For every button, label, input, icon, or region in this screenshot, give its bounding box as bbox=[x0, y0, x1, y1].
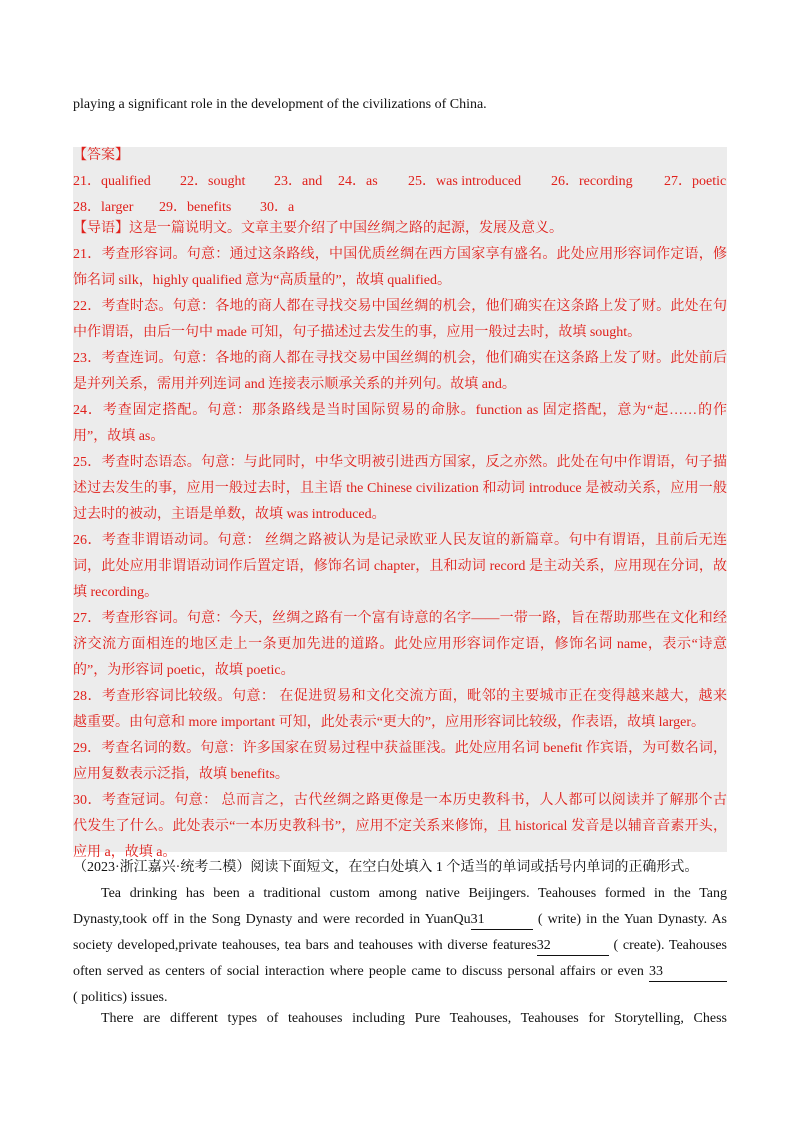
explanation-29-line-1: 29．考查名词的数。句意：许多国家在贸易过程中获益匪浅。此处应用名词 benefit 作宾语，为可数名词， bbox=[73, 741, 727, 756]
explanation-28 bbox=[73, 684, 727, 736]
explanation-27-line-3: 的”，为形容词 poetic，故填 poetic。 bbox=[73, 663, 295, 678]
passage-line-3 bbox=[73, 933, 727, 959]
explanation-21-line-1: 21．考查形容词。句意：通过这条路线，中国优质丝绸在西方国家享有盛名。此处应用形容词作定语，修 bbox=[73, 247, 727, 262]
explanation-28-line-1: 28．考查形容词比较级。句意： 在促进贸易和文化交流方面，毗邻的主要城市正在变得越来越大，越来 bbox=[73, 689, 727, 704]
blank-32: 32 bbox=[537, 937, 609, 956]
explanation-29-line-2: 应用复数表示泛指，故填 benefits。 bbox=[73, 767, 289, 782]
explanation-26 bbox=[73, 528, 727, 606]
passage-line-6: There are different types of teahouses including Pure Teahouses, Teahouses for Storytelling, Chess bbox=[101, 1011, 727, 1026]
explanation-29 bbox=[73, 736, 727, 788]
answer-30: 30．a bbox=[260, 200, 295, 215]
passage-line-4-start: often served as centers of social interaction where people came to discuss personal affairs or even bbox=[73, 964, 644, 979]
answer-23: 23．and bbox=[274, 174, 323, 189]
explanation-23 bbox=[73, 346, 727, 398]
explanation-23-line-1: 23．考查连词。句意：各地的商人都在寻找交易中国丝绸的机会，他们确实在这条路上发了财。此处前后 bbox=[73, 351, 727, 366]
explanation-30-line-2: 代发生了什么。此处表示“一本历史教科书”，应用不定关系来修饰，且 historical 发音是以辅音音素开头， bbox=[73, 819, 727, 834]
explanation-23-line-2: 是并列关系，需用并列连词 and 连接表示顺承关系的并列句。故填 and。 bbox=[73, 377, 516, 392]
answer-header: 【答案】 bbox=[73, 148, 129, 163]
explanation-30-line-3: 应用 a，故填 a。 bbox=[73, 845, 177, 860]
explanation-22-line-1: 22．考查时态。句意：各地的商人都在寻找交易中国丝绸的机会，他们确实在这条路上发了财。此处在句 bbox=[73, 299, 727, 314]
answer-21: 21．qualified bbox=[73, 174, 151, 189]
explanation-25-line-1: 25．考查时态语态。句意：与此同时，中华文明被引进西方国家，反之亦然。此处在句中作谓语，句子描 bbox=[73, 455, 727, 470]
answer-29: 29．benefits bbox=[159, 200, 232, 215]
explanation-26-line-3: 填 recording。 bbox=[73, 585, 159, 600]
answer-25: 25．was introduced bbox=[408, 174, 522, 189]
passage-line-2-start: Dynasty,took off in the Song Dynasty and were recorded in YuanQu bbox=[73, 912, 471, 927]
guide-line: 【导语】这是一篇说明文。文章主要介绍了中国丝绸之路的起源，发展及意义。 bbox=[73, 221, 563, 236]
passage-line-5: ( politics) issues. bbox=[73, 990, 168, 1005]
explanation-22 bbox=[73, 294, 727, 346]
explanation-27-line-1: 27．考查形容词。句意：今天，丝绸之路有一个富有诗意的名字——一带一路，旨在帮助那些在文化和经 bbox=[73, 611, 727, 626]
passage-paragraph-1 bbox=[73, 881, 727, 1011]
passage-line-3-start: society developed,private teahouses, tea bars and teahouses with diverse features bbox=[73, 938, 537, 953]
explanation-30-line-1: 30．考查冠词。句意： 总而言之，古代丝绸之路更像是一本历史教科书，人人都可以阅读并了解那个古 bbox=[73, 793, 727, 808]
passage-line-2-end: ( write) in the Yuan Dynasty. As bbox=[537, 912, 728, 927]
explanation-26-line-1: 26．考查非谓语动词。句意： 丝绸之路被认为是记录欧亚人民友谊的新篇章。句中有谓语，且前后无连 bbox=[73, 533, 727, 548]
answer-24: 24．as bbox=[338, 174, 378, 189]
source-line: （2023·浙江嘉兴·统考二模）阅读下面短文，在空白处填入 1 个适当的单词或括号内单词的正确形式。 bbox=[73, 860, 699, 875]
explanation-22-line-2: 中作谓语，由后一句中 made 可知，句子描述过去发生的事，应用一般过去时，故填 sought。 bbox=[73, 325, 642, 340]
passage-line-3-end: ( create). Teahouses bbox=[613, 938, 728, 953]
blank-33: 33 bbox=[649, 963, 727, 982]
explanation-25 bbox=[73, 450, 727, 528]
intro-line: playing a significant role in the development of the civilizations of China. bbox=[73, 97, 487, 112]
passage-paragraph-2 bbox=[73, 1006, 727, 1032]
explanation-26-line-2: 词，此处应用非谓语动词作后置定语，修饰名词 chapter，且和动词 record 是主动关系，应用现在分词，故 bbox=[73, 559, 727, 574]
explanation-27 bbox=[73, 606, 727, 684]
answer-26: 26．recording bbox=[551, 174, 633, 189]
explanation-24-line-1: 24．考查固定搭配。句意：那条路线是当时国际贸易的命脉。function as 固定搭配，意为“起……的作 bbox=[73, 403, 727, 418]
passage-line-2 bbox=[73, 907, 727, 933]
passage-line-1: Tea drinking has been a traditional custom among native Beijingers. Teahouses formed in the Tang bbox=[101, 886, 727, 901]
explanation-21-line-2: 饰名词 silk，highly qualified 意为“高质量的”，故填 qualified。 bbox=[73, 273, 451, 288]
explanation-27-line-2: 济交流方面相连的地区走上一条更加先进的道路。此处应用形容词作定语，修饰名词 name，表示“诗意 bbox=[73, 637, 727, 652]
answer-22: 22．sought bbox=[180, 174, 246, 189]
explanation-25-line-2: 述过去发生的事，应用一般过去时，且主语 the Chinese civilization 和动词 introduce 是被动关系，应用一般 bbox=[73, 481, 727, 496]
answer-28: 28．larger bbox=[73, 200, 134, 215]
explanation-24 bbox=[73, 398, 727, 450]
answer-27: 27．poetic bbox=[664, 174, 727, 189]
explanation-28-line-2: 越重要。由句意和 more important 可知，此处表示“更大的”，应用形容词比较级，作表语，故填 larger。 bbox=[73, 715, 706, 730]
explanation-25-line-3: 过去时的被动，主语是单数，故填 was introduced。 bbox=[73, 507, 386, 522]
explanation-21 bbox=[73, 242, 727, 294]
blank-31: 31 bbox=[471, 911, 533, 930]
passage-line-4 bbox=[73, 959, 727, 985]
explanation-24-line-2: 用”，故填 as。 bbox=[73, 429, 165, 444]
